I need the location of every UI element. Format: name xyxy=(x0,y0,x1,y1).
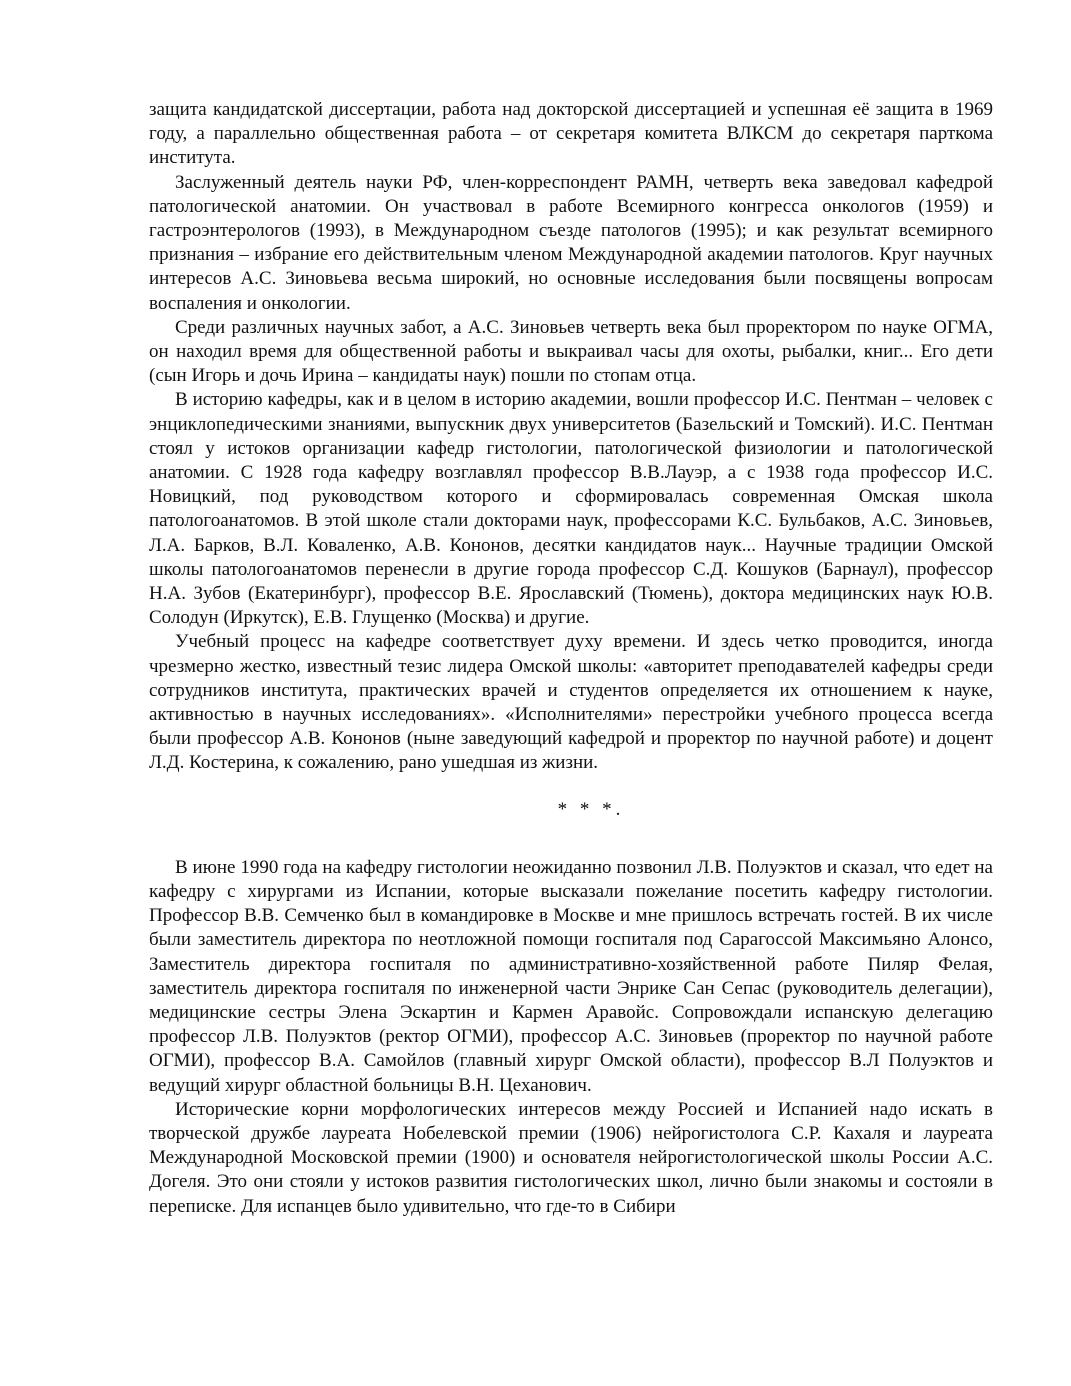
paragraph-vice-rector: Среди различных научных забот, а А.С. Зиновьев четверть века был проректором по науке ОГМА, он находил время для общественной работы и выкраивал часы для охоты, рыбалки, книг... Его дети (сын Игорь и дочь Ирина – кандидаты наук) пошли по стопам отца. xyxy=(149,316,993,387)
paragraph-teaching-process: Учебный процесс на кафедре соответствует духу времени. И здесь четко проводится, иногда чрезмерно жестко, известный тезис лидера Омской школы: «авторитет преподавателей кафедры среди сотрудников института, практических врачей и студентов определяется их отношением к науке, активностью в научных исследованиях». «Исполнителями» перестройки учебного процесса всегда были профессор А.В. Кононов (ныне заведующий кафедрой и проректор по научной работе) и доцент Л.Д. Костерина, к сожалению, рано ушедшая из жизни. xyxy=(149,631,993,774)
paragraph-historical-roots: Исторические корни морфологических интересов между Россией и Испанией надо искать в творческой дружбе лауреата Нобелевской премии (1906) нейрогистолога С.Р. Кахаля и лауреата Международной Московской премии (1900) и основателя нейрогистологической школы России А.С. Догеля. Это они стояли у истоков развития гистологических школ, лично были знакомы и состояли в переписке. Для испанцев было удивительно, что где-то в Сибири xyxy=(149,1098,993,1217)
paragraph-department-history: В историю кафедры, как и в целом в историю академии, вошли профессор И.С. Пентман – человек с энциклопедическими знаниями, выпускник двух университетов (Базельский и Томский). И.С. Пентман стоял у истоков организации кафедр гистологии, патологической физиологии и патологической анатомии. С 1928 года кафедру возглавлял профессор В.В.Лауэр, а с 1938 года профессор И.С. Новицкий, под руководством которого и сформировалась современная Омская школа патологоанатомов. В этой школе стали докторами наук, профессорами К.С. Бульбаков, А.С. Зиновьев, Л.А. Барков, В.Л. Коваленко, А.В. Кононов, десятки кандидатов наук... Научные традиции Омской школы патологоанатомов перенесли в другие города профессор С.Д. Кошуков (Барнаул), профессор Н.А. Зубов (Екатеринбург), профессор В.Е. Ярославский (Тюмень), доктора медицинских наук Ю.В. Солодун (Иркутск), Е.В. Глущенко (Москва) и другие. xyxy=(149,389,993,629)
paragraph-spanish-delegation: В июне 1990 года на кафедру гистологии неожиданно позвонил Л.В. Полуэктов и сказал, что едет на кафедру с хирургами из Испании, которые высказали пожелание посетить кафедру гистологии. Профессор В.В. Семченко был в командировке в Москве и мне пришлось встречать гостей. В их числе были заместитель директора по неотложной помощи госпиталя под Сарагоссой Максимьяно Алонсо, Заместитель директора госпиталя по административно-хозяйственной работе Пиляр Фелая, заместитель директора госпиталя по инженерной части Энрике Сан Сепас (руководитель делегации), медицинские сестры Элена Эскартин и Кармен Аравойс. Сопровождали испанскую делегацию профессор Л.В. Полуэктов (ректор ОГМИ), профессор А.С. Зиновьев (проректор по научной работе ОГМИ), профессор В.А. Самойлов (главный хирург Омской области), профессор В.Л Полуэктов и ведущий хирург областной больницы В.Н. Цеханович. xyxy=(149,856,993,1096)
section-gap xyxy=(149,822,993,856)
paragraph-honored-scientist: Заслуженный деятель науки РФ, член-корреспондент РАМН, четверть века заведовал кафедрой патологической анатомии. Он участвовал в работе Всемирного конгресса онкологов (1959) и гастроэнтерологов (1993), в Международном съезде патологов (1995); и как результат всемирного признания – избрание его действительным членом Международной академии патологов. Круг научных интересов А.С. Зиновьева весьма широкий, но основные исследования были посвящены вопросам воспаления и онкологии. xyxy=(149,171,993,314)
document-page xyxy=(149,98,993,1219)
paragraph-dissertation: защита кандидатской диссертации, работа над докторской диссертацией и успешная её защита в 1969 году, а параллельно общественная работа – от секретаря комитета ВЛКСМ до секретаря парткома института. xyxy=(149,99,993,169)
section-separator: * * *. xyxy=(557,798,625,820)
